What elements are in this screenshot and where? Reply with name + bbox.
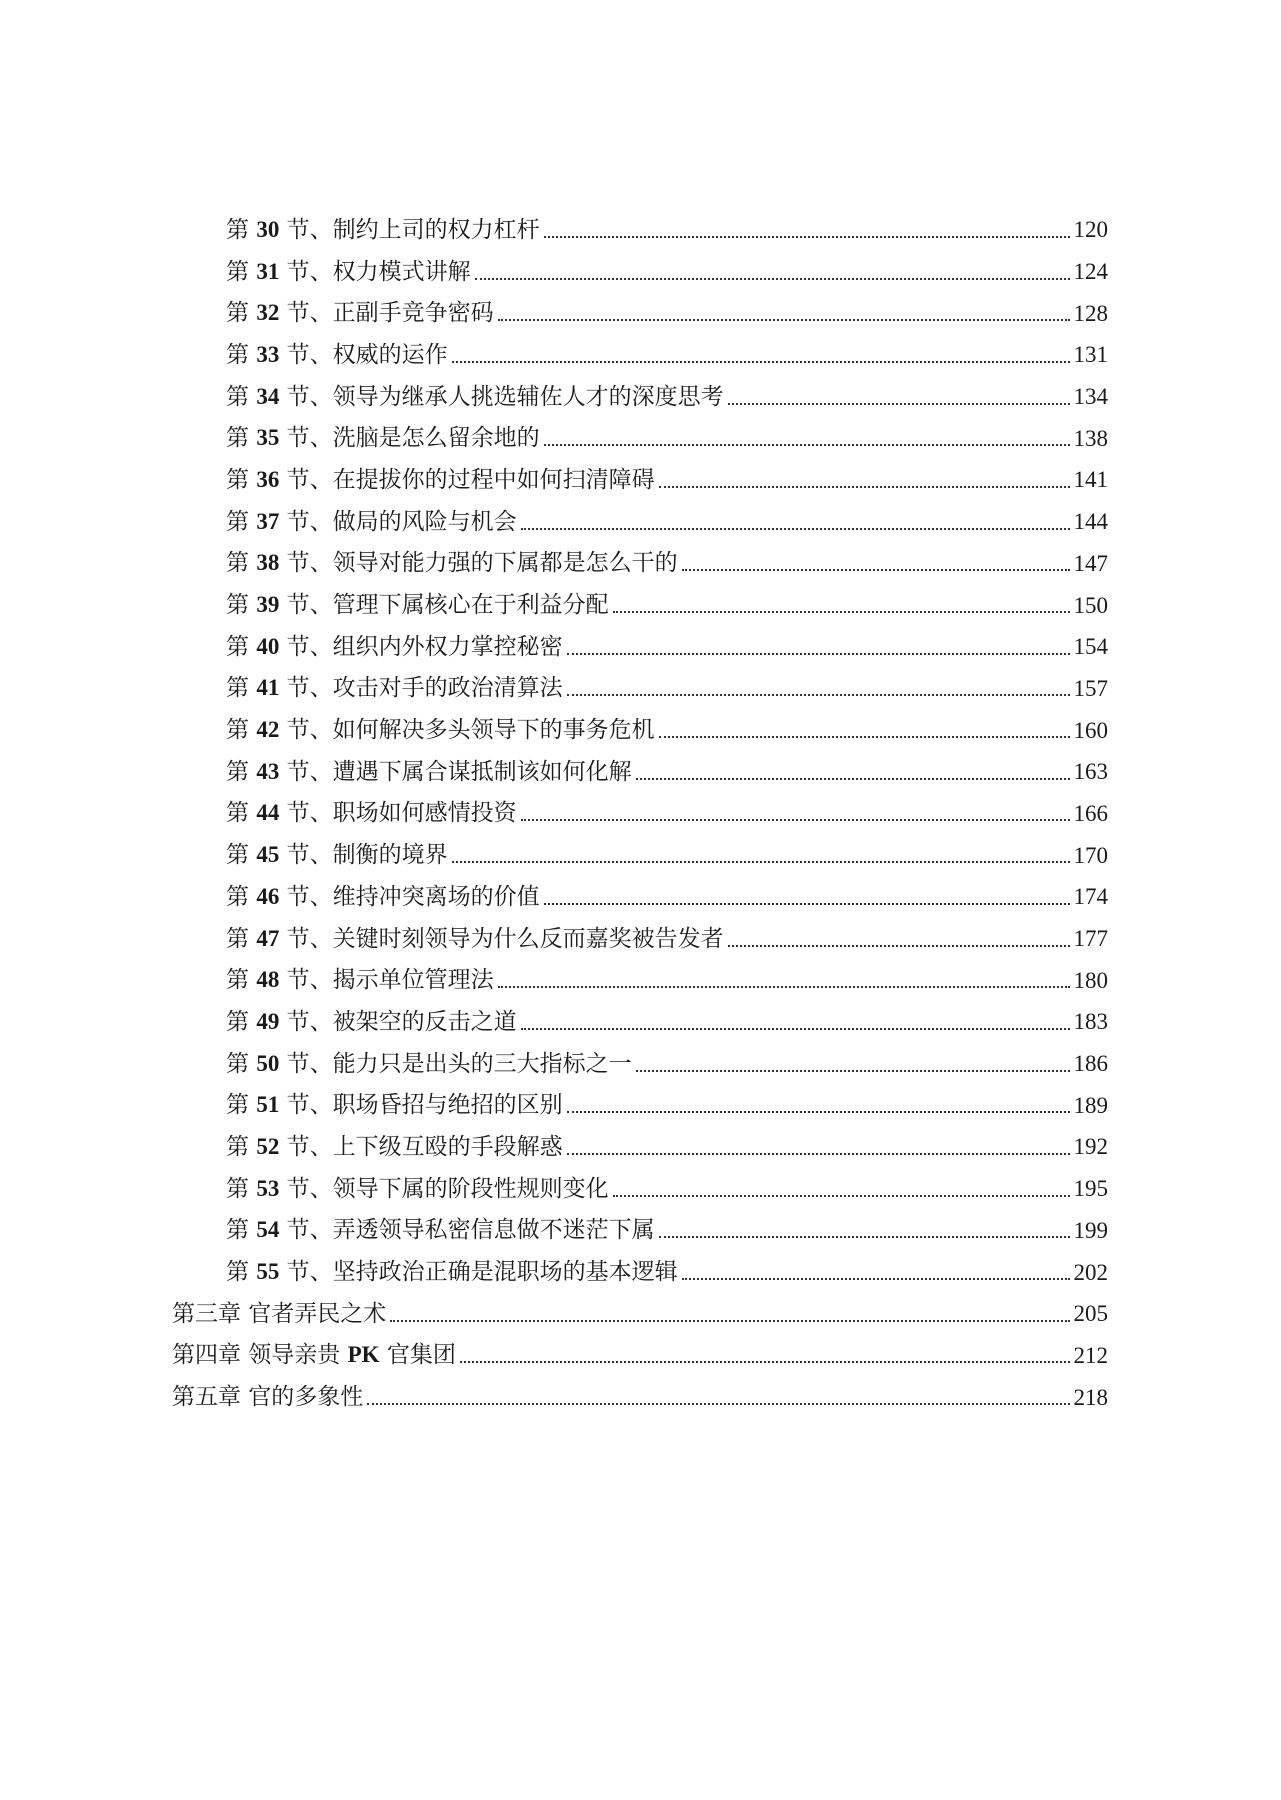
dot-leader	[567, 694, 1070, 696]
toc-page-number: 170	[1073, 842, 1108, 868]
toc-entry-section-38[interactable]	[0, 543, 1108, 585]
dot-leader	[682, 1278, 1070, 1280]
dot-leader	[367, 1403, 1069, 1405]
toc-entry-title: 第 45 节、制衡的境界	[226, 842, 448, 869]
toc-entry-section-36[interactable]	[0, 459, 1108, 501]
toc-entry-section-37[interactable]	[0, 501, 1108, 543]
dot-leader	[613, 1195, 1070, 1197]
toc-page-number: 150	[1073, 592, 1108, 618]
dot-leader	[452, 361, 1070, 363]
toc-entry-section-46[interactable]	[0, 876, 1108, 918]
dot-leader	[728, 945, 1070, 947]
toc-page-number: 134	[1073, 384, 1108, 410]
toc-entry-title: 第 41 节、攻击对手的政治清算法	[226, 675, 563, 702]
dot-leader	[567, 1153, 1070, 1155]
toc-entry-chapter-5[interactable]	[0, 1376, 1108, 1418]
toc-page-number: 163	[1073, 759, 1108, 785]
toc-entry-title: 第 40 节、组织内外权力掌控秘密	[226, 633, 563, 660]
toc-page-number: 166	[1073, 800, 1108, 826]
toc-entry-section-51[interactable]	[0, 1084, 1108, 1126]
dot-leader	[659, 736, 1070, 738]
toc-entry-section-48[interactable]	[0, 959, 1108, 1001]
toc-entry-title: 第 44 节、职场如何感情投资	[226, 800, 517, 827]
toc-entry-title: 第 38 节、领导对能力强的下属都是怎么干的	[226, 550, 678, 577]
toc-page-number: 160	[1073, 717, 1108, 743]
toc-entry-title: 第 36 节、在提拔你的过程中如何扫清障碍	[226, 466, 655, 493]
dot-leader	[521, 528, 1070, 530]
toc-entry-section-50[interactable]	[0, 1043, 1108, 1085]
toc-entry-title: 第 50 节、能力只是出头的三大指标之一	[226, 1050, 632, 1077]
toc-page-number: 183	[1073, 1009, 1108, 1035]
toc-entry-section-39[interactable]	[0, 584, 1108, 626]
toc-page-number: 141	[1073, 467, 1108, 493]
toc-page-number: 192	[1073, 1134, 1108, 1160]
dot-leader	[544, 236, 1070, 238]
toc-entry-title: 第 34 节、领导为继承人挑选辅佐人才的深度思考	[226, 383, 724, 410]
toc-entry-title: 第 37 节、做局的风险与机会	[226, 508, 517, 535]
dot-leader	[521, 1028, 1070, 1030]
toc-entry-title: 第 48 节、揭示单位管理法	[226, 967, 494, 994]
toc-entry-title: 第 53 节、领导下属的阶段性规则变化	[226, 1175, 609, 1202]
toc-entry-title: 第 47 节、关键时刻领导为什么反而嘉奖被告发者	[226, 925, 724, 952]
toc-entry-title: 第三章 官者弄民之术	[172, 1300, 387, 1327]
toc-page-number: 177	[1073, 926, 1108, 952]
toc-page-number: 128	[1073, 300, 1108, 326]
toc-page-number: 205	[1073, 1301, 1108, 1327]
dot-leader	[390, 1320, 1069, 1322]
toc-entry-section-49[interactable]	[0, 1001, 1108, 1043]
toc-entry-chapter-4[interactable]	[0, 1335, 1108, 1377]
toc-entry-section-33[interactable]	[0, 334, 1108, 376]
toc-entry-section-53[interactable]	[0, 1168, 1108, 1210]
toc-entry-title: 第 30 节、制约上司的权力杠杆	[226, 216, 540, 243]
toc-entry-section-31[interactable]	[0, 251, 1108, 293]
toc-entry-section-35[interactable]	[0, 417, 1108, 459]
toc-entry-title: 第 39 节、管理下属核心在于利益分配	[226, 592, 609, 619]
toc-page-number: 174	[1073, 884, 1108, 910]
dot-leader	[498, 319, 1070, 321]
toc-entry-title: 第 51 节、职场昏招与绝招的区别	[226, 1092, 563, 1119]
table-of-contents	[0, 209, 1281, 1418]
dot-leader	[613, 611, 1070, 613]
toc-page-number: 131	[1073, 342, 1108, 368]
toc-page-number: 212	[1073, 1342, 1108, 1368]
dot-leader	[567, 1111, 1070, 1113]
dot-leader	[475, 278, 1070, 280]
toc-entry-title: 第 46 节、维持冲突离场的价值	[226, 883, 540, 910]
toc-entry-section-41[interactable]	[0, 668, 1108, 710]
toc-entry-title: 第 52 节、上下级互殴的手段解惑	[226, 1133, 563, 1160]
toc-page-number: 195	[1073, 1176, 1108, 1202]
toc-page-number: 147	[1073, 550, 1108, 576]
toc-entry-section-47[interactable]	[0, 918, 1108, 960]
toc-page-number: 180	[1073, 967, 1108, 993]
toc-page-number: 144	[1073, 509, 1108, 535]
toc-entry-section-44[interactable]	[0, 793, 1108, 835]
toc-page-number: 218	[1073, 1384, 1108, 1410]
toc-entry-section-43[interactable]	[0, 751, 1108, 793]
toc-page-number: 186	[1073, 1051, 1108, 1077]
toc-entry-title: 第四章 领导亲贵 PK 官集团	[172, 1342, 456, 1369]
toc-entry-title: 第 31 节、权力模式讲解	[226, 258, 471, 285]
dot-leader	[452, 861, 1070, 863]
toc-entry-title: 第 54 节、弄透领导私密信息做不迷茫下属	[226, 1217, 655, 1244]
toc-entry-chapter-3[interactable]	[0, 1293, 1108, 1335]
toc-page-number: 120	[1073, 217, 1108, 243]
toc-entry-section-40[interactable]	[0, 626, 1108, 668]
toc-page-number: 199	[1073, 1217, 1108, 1243]
toc-entry-title: 第 35 节、洗脑是怎么留余地的	[226, 425, 540, 452]
toc-page-number: 138	[1073, 425, 1108, 451]
toc-entry-section-55[interactable]	[0, 1251, 1108, 1293]
toc-entry-title: 第 43 节、遭遇下属合谋抵制该如何化解	[226, 758, 632, 785]
toc-entry-section-54[interactable]	[0, 1210, 1108, 1252]
dot-leader	[659, 1236, 1070, 1238]
dot-leader	[682, 569, 1070, 571]
dot-leader	[544, 444, 1070, 446]
toc-entry-title: 第 32 节、正副手竞争密码	[226, 300, 494, 327]
toc-entry-title: 第 33 节、权威的运作	[226, 341, 448, 368]
dot-leader	[544, 903, 1070, 905]
toc-entry-section-42[interactable]	[0, 709, 1108, 751]
toc-entry-title: 第 49 节、被架空的反击之道	[226, 1008, 517, 1035]
toc-page-number: 189	[1073, 1092, 1108, 1118]
toc-page-number: 202	[1073, 1259, 1108, 1285]
toc-entry-title: 第五章 官的多象性	[172, 1384, 364, 1411]
dot-leader	[636, 1070, 1070, 1072]
toc-page-number: 124	[1073, 259, 1108, 285]
toc-entry-section-30[interactable]	[0, 209, 1108, 251]
dot-leader	[728, 403, 1070, 405]
toc-page-number: 154	[1073, 634, 1108, 660]
dot-leader	[498, 986, 1070, 988]
dot-leader	[636, 778, 1070, 780]
toc-entry-section-45[interactable]	[0, 834, 1108, 876]
dot-leader	[659, 486, 1070, 488]
dot-leader	[460, 1361, 1070, 1363]
toc-entry-title: 第 55 节、坚持政治正确是混职场的基本逻辑	[226, 1259, 678, 1286]
dot-leader	[521, 819, 1070, 821]
toc-entry-section-34[interactable]	[0, 376, 1108, 418]
toc-page-number: 157	[1073, 675, 1108, 701]
toc-entry-title: 第 42 节、如何解决多头领导下的事务危机	[226, 717, 655, 744]
toc-entry-section-52[interactable]	[0, 1126, 1108, 1168]
toc-entry-section-32[interactable]	[0, 292, 1108, 334]
dot-leader	[567, 653, 1070, 655]
